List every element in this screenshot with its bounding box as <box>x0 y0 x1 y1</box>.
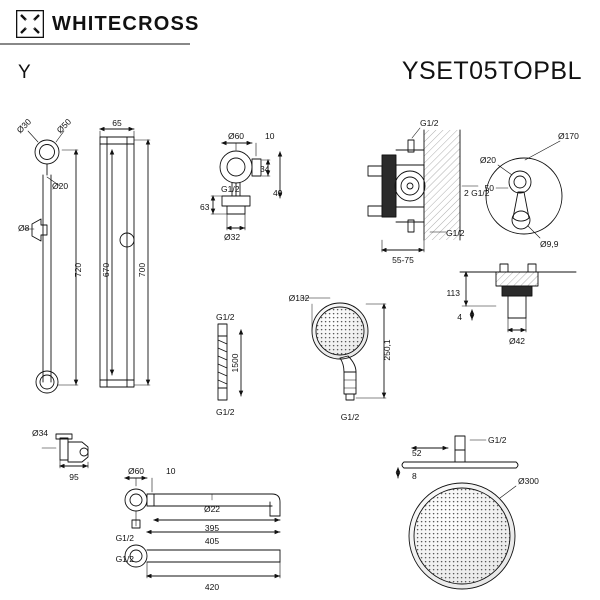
series-letter: Y <box>18 62 31 83</box>
dim-label-g12-mixer-top: G1/2 <box>420 118 439 128</box>
model-code: YSET05TOPBL <box>401 57 582 85</box>
dim-label-65: 65 <box>112 118 122 128</box>
dim-label-8: 8 <box>412 471 417 481</box>
brand-name: WHITECROSS <box>52 12 200 35</box>
dim-label-52: 52 <box>412 448 422 458</box>
dim-label-d42: Ø42 <box>508 336 526 346</box>
dim-label-50: 50 <box>484 183 494 193</box>
shower-rail-bar <box>100 129 150 387</box>
mixer-trim-plate-round <box>486 141 562 238</box>
dim-label-g12-head: G1/2 <box>488 435 507 445</box>
dim-label-49: 49 <box>273 188 283 198</box>
slide-rail-with-hand-shower-holder <box>24 131 64 393</box>
ceiling-arm-mount <box>460 264 576 332</box>
dim-label-720: 720 <box>73 262 83 278</box>
dim-label-d60-elbow: Ø60 <box>227 131 245 141</box>
dim-label-d300: Ø300 <box>518 476 539 486</box>
dim-label-g12-handshower: G1/2 <box>340 412 360 422</box>
dim-label-670: 670 <box>101 262 111 278</box>
dim-label-g12-arm-upper: G1/2 <box>115 533 134 543</box>
dim-label-34: 34 <box>260 164 270 174</box>
dim-label-d20-rail: Ø20 <box>52 181 69 191</box>
shower-arms-wall-mounted <box>125 478 280 578</box>
dim-label-d132: Ø132 <box>288 293 310 303</box>
dim-label-g12-elbow: G1/2 <box>221 184 240 194</box>
dim-label-d20-trim: Ø20 <box>479 155 496 165</box>
dim-label-63: 63 <box>200 202 210 212</box>
dim-label-2g12: 2 G1/2 <box>464 188 490 198</box>
dim-label-t10-arm: 10 <box>166 466 176 476</box>
dim-label-d34: Ø34 <box>31 428 49 438</box>
dim-label-g12-hose-top: G1/2 <box>216 312 235 322</box>
dim-label-700: 700 <box>137 262 147 278</box>
dim-label-95: 95 <box>69 472 79 482</box>
wall-bracket <box>42 434 88 468</box>
dim-label-g12-arm-lower: G1/2 <box>115 554 134 564</box>
dim-label-420: 420 <box>204 582 220 592</box>
dim-label-d99: Ø9,9 <box>540 239 559 249</box>
dim-label-4: 4 <box>457 312 462 322</box>
dim-label-d32: Ø32 <box>224 232 241 242</box>
dim-label-2501: 250,1 <box>382 339 392 361</box>
dim-label-t10-elbow: 10 <box>265 131 275 141</box>
dim-label-5575: 55-75 <box>392 255 414 265</box>
dim-label-d170: Ø170 <box>558 131 579 141</box>
dim-label-g12-hose-bottom: G1/2 <box>216 407 235 417</box>
overhead-rain-shower-round <box>398 436 518 589</box>
dim-label-d60-arm: Ø60 <box>127 466 145 476</box>
dim-label-d50: Ø50 <box>54 116 74 136</box>
dim-label-d8: Ø8 <box>18 223 30 233</box>
dim-label-d30: Ø30 <box>14 116 34 136</box>
dim-label-113: 113 <box>446 288 460 298</box>
dim-label-405: 405 <box>204 536 220 546</box>
dim-label-g12-mixer-bottom: G1/2 <box>446 228 465 238</box>
hand-shower-head <box>300 298 386 400</box>
dim-label-1500: 1500 <box>230 353 240 373</box>
dim-label-d22: Ø22 <box>203 504 221 514</box>
dim-label-395: 395 <box>204 523 220 533</box>
